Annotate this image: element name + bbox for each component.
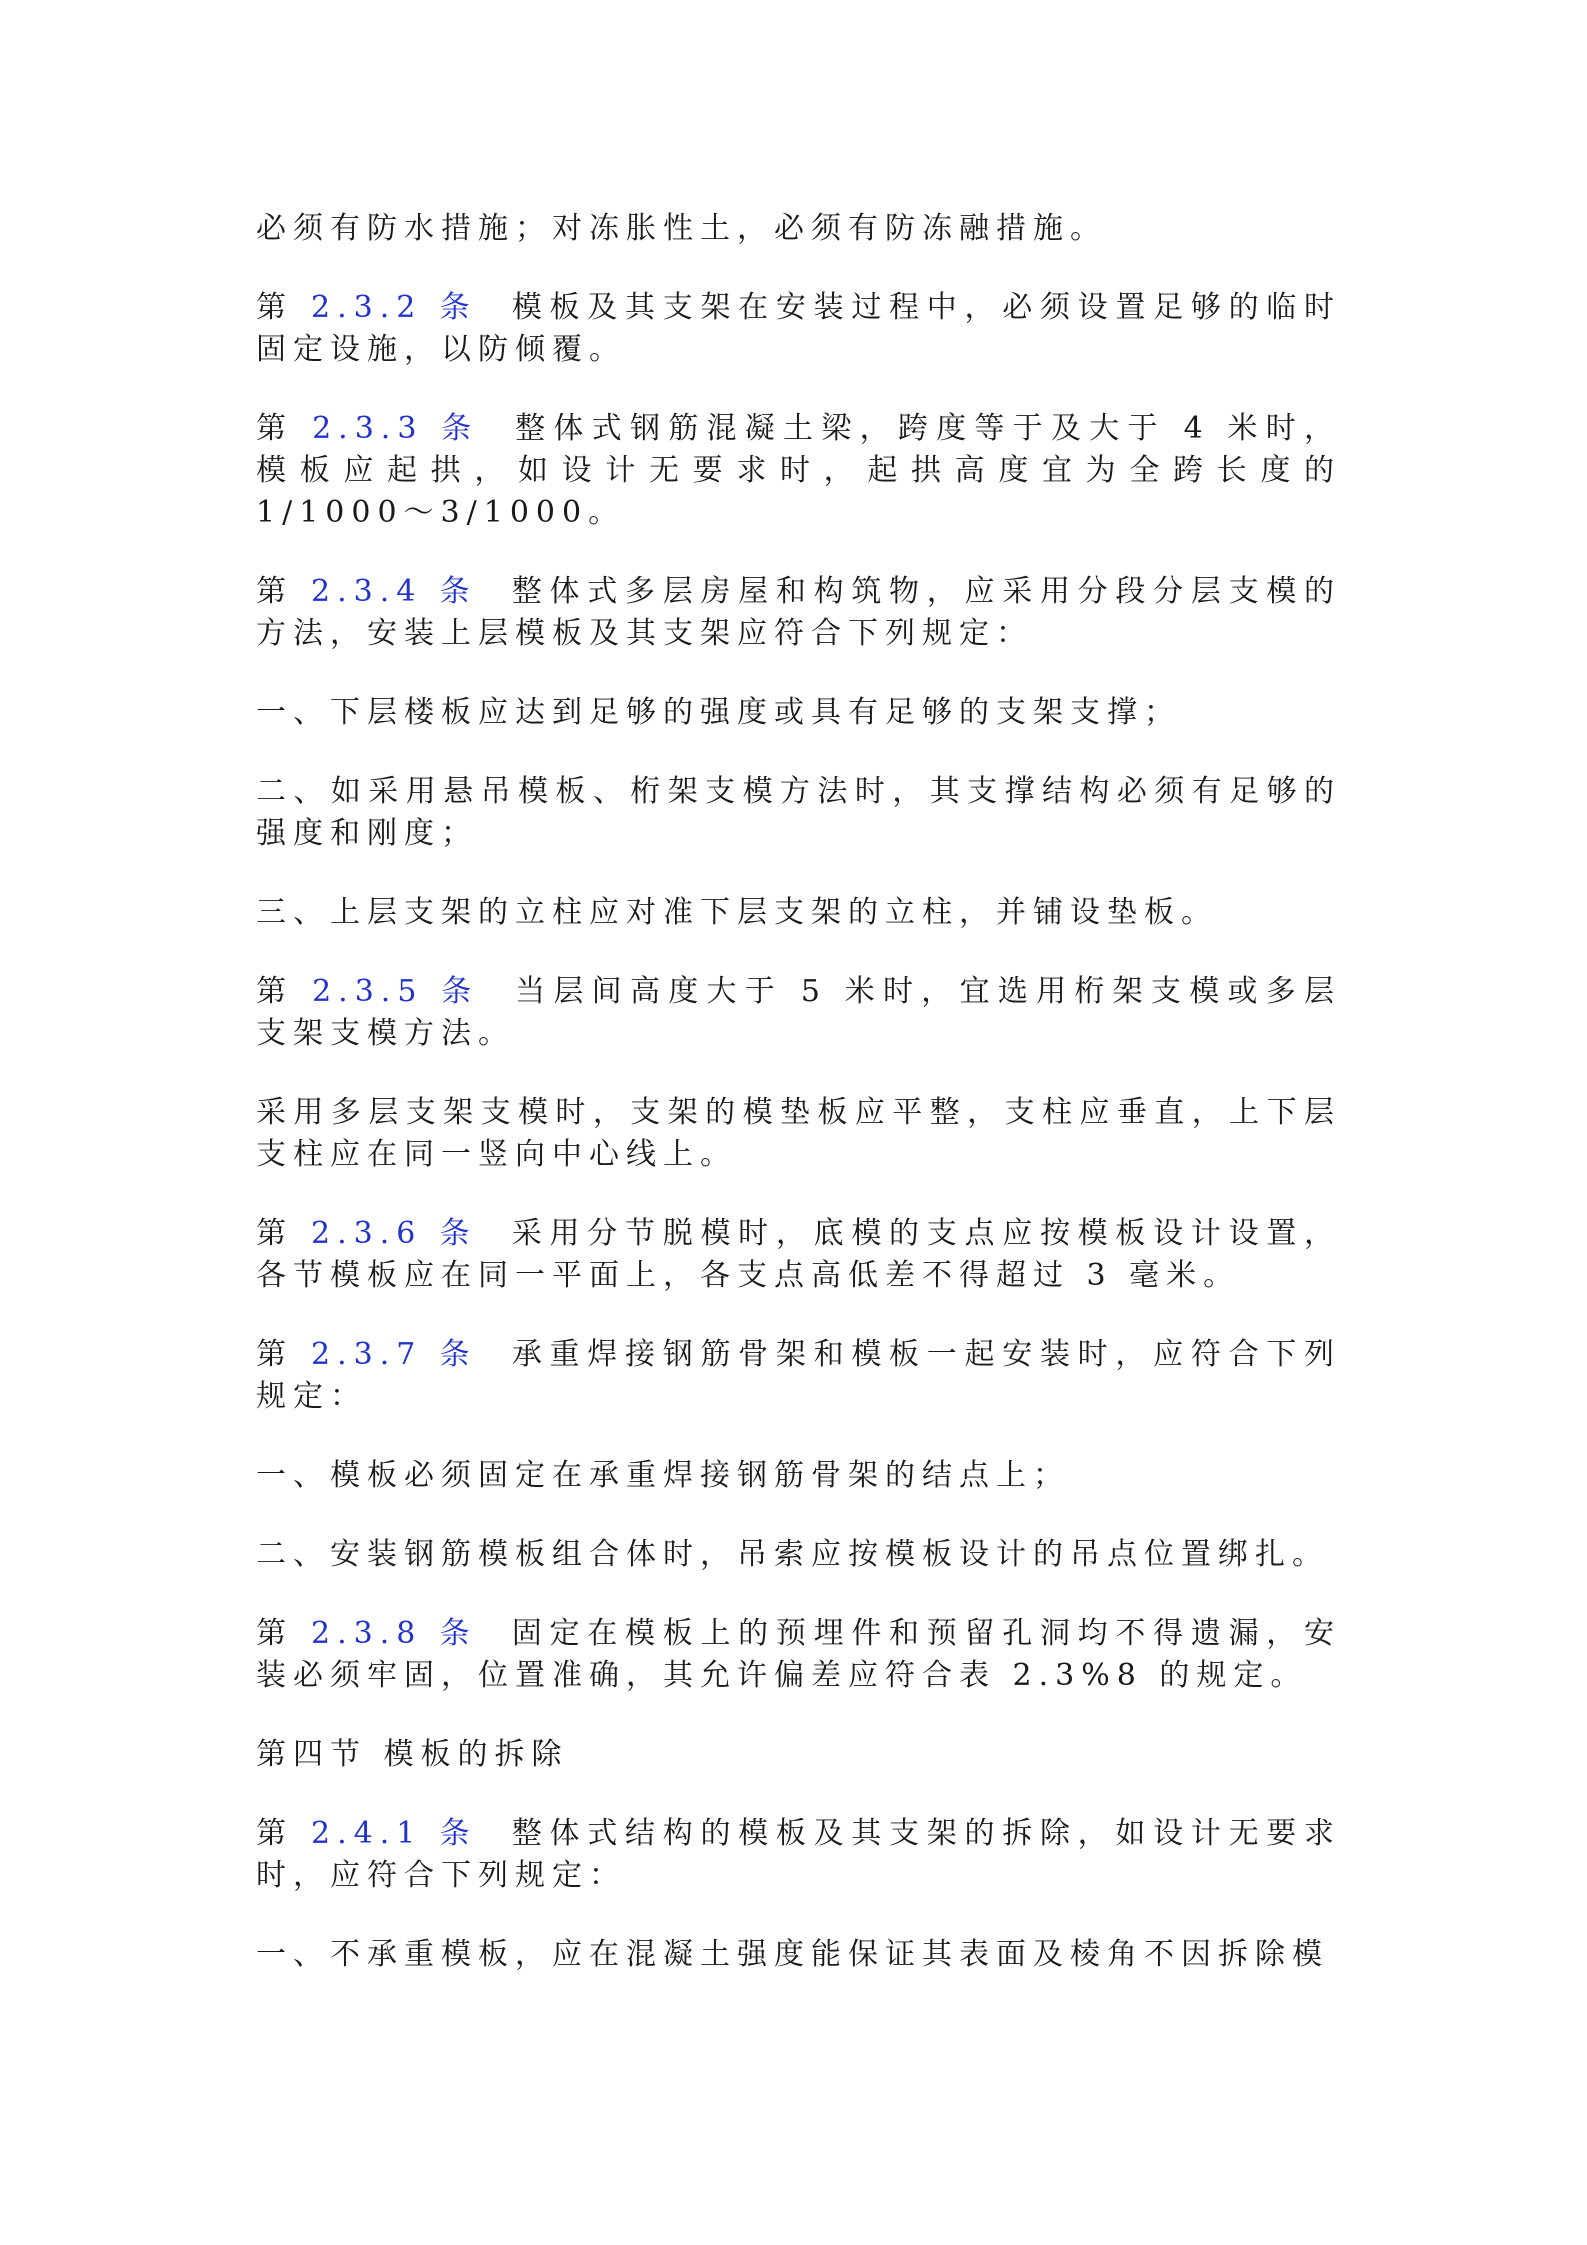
clause-2-3-2: [256, 287, 1341, 371]
clause-ref-link[interactable]: 2.4.1 条: [293, 1816, 478, 1851]
clause-text: 当层间高度大于 5 米时，宜选用桁架支模或多层支架支模方法。: [256, 974, 1342, 1051]
clause-prefix: 第: [256, 1816, 294, 1851]
clause-prefix: 第: [256, 574, 294, 609]
clause-ref-link[interactable]: 2.3.5 条: [294, 974, 480, 1009]
clause-2-3-3: [256, 408, 1358, 534]
clause-text: 模板及其支架在安装过程中，必须设置足够的临时固定设施，以防倾覆。: [256, 290, 1342, 367]
clause-ref-link[interactable]: 2.3.8 条: [293, 1616, 478, 1651]
clause-2-3-5: [256, 971, 1341, 1055]
list-item-text: 三、上层支架的立柱应对准下层支架的立柱，并铺设垫板。: [256, 895, 1218, 930]
clause-text: 承重焊接钢筋骨架和模板一起安装时，应符合下列规定：: [256, 1337, 1342, 1414]
list-item-text: 一、不承重模板，应在混凝土强度能保证其表面及棱角不因拆除模: [256, 1937, 1329, 1972]
clause-prefix: 第: [256, 290, 294, 325]
list-item-text: 一、下层楼板应达到足够的强度或具有足够的支架支撑；: [256, 695, 1181, 730]
paragraph-1: [256, 208, 1341, 250]
clause-2-3-8: [256, 1613, 1341, 1697]
clause-ref-link[interactable]: 2.3.3 条: [294, 411, 480, 446]
paragraph-multilayer-support: [256, 1092, 1341, 1176]
paragraph-text: 必须有防水措施；对冻胀性土，必须有防冻融措施。: [256, 211, 1107, 246]
clause-ref-link[interactable]: 2.3.2 条: [293, 290, 478, 325]
clause-2-4-1: [256, 1813, 1341, 1897]
clause-prefix: 第: [256, 1216, 294, 1251]
clause-text: 固定在模板上的预埋件和预留孔洞均不得遗漏，安装必须牢固，位置准确，其允许偏差应符合表 2.3%8 的规定。: [256, 1616, 1342, 1693]
clause-prefix: 第: [256, 974, 295, 1009]
clause-ref-link[interactable]: 2.3.7 条: [293, 1337, 478, 1372]
clause-ref-link[interactable]: 2.3.6 条: [293, 1216, 478, 1251]
section-heading-text: 第四节 模板的拆除: [256, 1737, 569, 1772]
paragraph-text: 采用多层支架支模时，支架的模垫板应平整，支柱应垂直，上下层支柱应在同一竖向中心线上。: [256, 1095, 1341, 1172]
document-body: [256, 208, 1358, 2013]
list-item: [256, 771, 1341, 855]
clause-text: 整体式多层房屋和构筑物，应采用分段分层支模的方法，安装上层模板及其支架应符合下列规定：: [256, 574, 1342, 651]
list-item: [256, 1534, 1341, 1576]
list-item: [256, 1934, 1341, 1976]
clause-prefix: 第: [256, 1337, 294, 1372]
section-heading: [256, 1734, 1341, 1776]
clause-prefix: 第: [256, 1616, 294, 1651]
clause-2-3-7: [256, 1334, 1341, 1418]
clause-ref-link[interactable]: 2.3.4 条: [293, 574, 478, 609]
clause-text: 采用分节脱模时，底模的支点应按模板设计设置，各节模板应在同一平面上，各支点高低差不得超过 3 毫米。: [256, 1216, 1342, 1293]
list-item: [256, 1455, 1341, 1497]
clause-text: 整体式钢筋混凝土梁，跨度等于及大于 4 米时，模板应起拱，如设计无要求时，起拱高度宜为全跨长度的 1/1000～3/1000。: [256, 411, 1358, 530]
list-item-text: 二、如采用悬吊模板、桁架支模方法时，其支撑结构必须有足够的强度和刚度；: [256, 774, 1341, 851]
clause-2-3-4: [256, 571, 1341, 655]
list-item: [256, 892, 1341, 934]
clause-2-3-6: [256, 1213, 1341, 1297]
list-item: [256, 692, 1341, 734]
list-item-text: 二、安装钢筋模板组合体时，吊索应按模板设计的吊点位置绑扎。: [256, 1537, 1329, 1572]
clause-text: 整体式结构的模板及其支架的拆除，如设计无要求时，应符合下列规定：: [256, 1816, 1342, 1893]
clause-prefix: 第: [256, 411, 295, 446]
list-item-text: 一、模板必须固定在承重焊接钢筋骨架的结点上；: [256, 1458, 1070, 1493]
